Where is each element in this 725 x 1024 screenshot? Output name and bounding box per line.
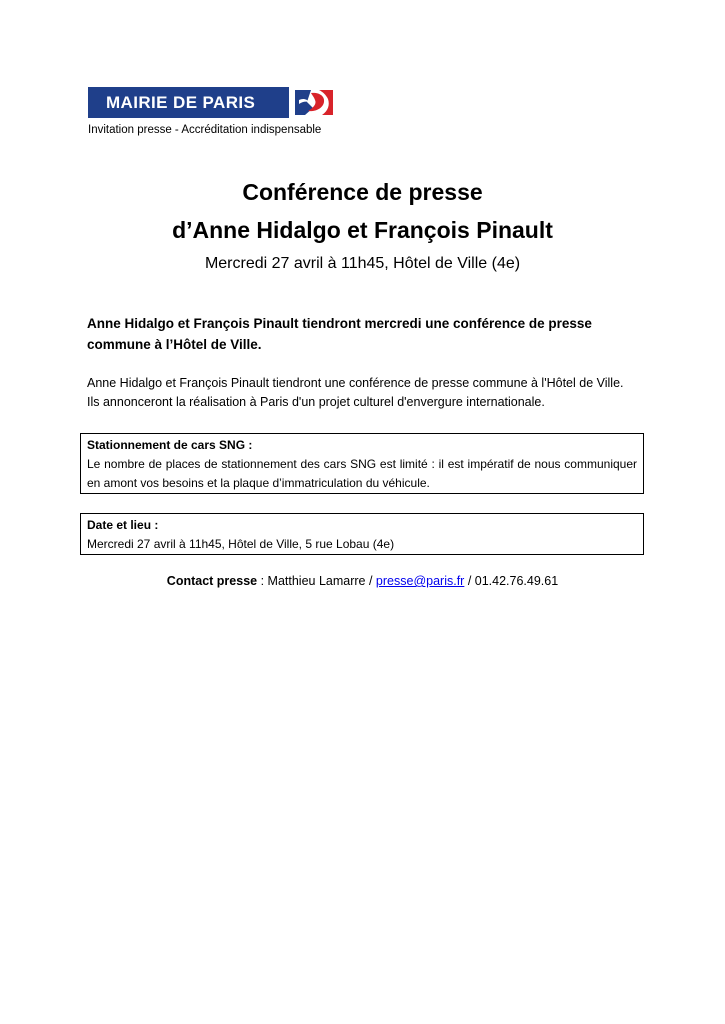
date-location-box — [80, 513, 644, 555]
body-line-2: Ils annonceront la réalisation à Paris d'un projet culturel d'envergure internationale. — [87, 395, 545, 409]
contact-phone: / 01.42.76.49.61 — [464, 574, 559, 588]
date-box-title: Date et lieu : — [87, 518, 159, 532]
invitation-subtitle: Invitation presse - Accréditation indispensable — [88, 124, 322, 136]
paris-emblem-icon — [289, 87, 335, 118]
mairie-de-paris-logo — [88, 87, 335, 118]
event-dateline: Mercredi 27 avril à 11h45, Hôtel de Ville (4e) — [204, 255, 521, 272]
page-title-line-1: Conférence de presse — [242, 179, 483, 205]
body-line-1: Anne Hidalgo et François Pinault tiendront une conférence de presse commune à l'Hôtel de Ville. — [87, 376, 624, 390]
parking-box-text: Le nombre de places de stationnement des cars SNG est limité : il est impératif de nous communiquer en amont vos besoins et la plaque d’immatriculation du véhicule. — [87, 457, 637, 490]
date-box-text: Mercredi 27 avril à 11h45, Hôtel de Ville, 5 rue Lobau (4e) — [87, 537, 395, 551]
body-paragraph — [87, 374, 647, 412]
page-title-line-2: d’Anne Hidalgo et François Pinault — [172, 217, 553, 243]
logo-text: MAIRIE DE PARIS — [106, 92, 256, 112]
contact-email-link[interactable]: presse@paris.fr — [375, 574, 465, 588]
parking-box-title: Stationnement de cars SNG : — [87, 438, 253, 452]
contact-label: Contact presse — [166, 574, 258, 588]
press-contact — [0, 574, 725, 588]
contact-name: : Matthieu Lamarre / — [257, 574, 376, 588]
parking-info-box — [80, 433, 644, 494]
lead-paragraph: Anne Hidalgo et François Pinault tiendront mercredi une conférence de presse commune à l’Hôtel de Ville. — [87, 316, 592, 352]
